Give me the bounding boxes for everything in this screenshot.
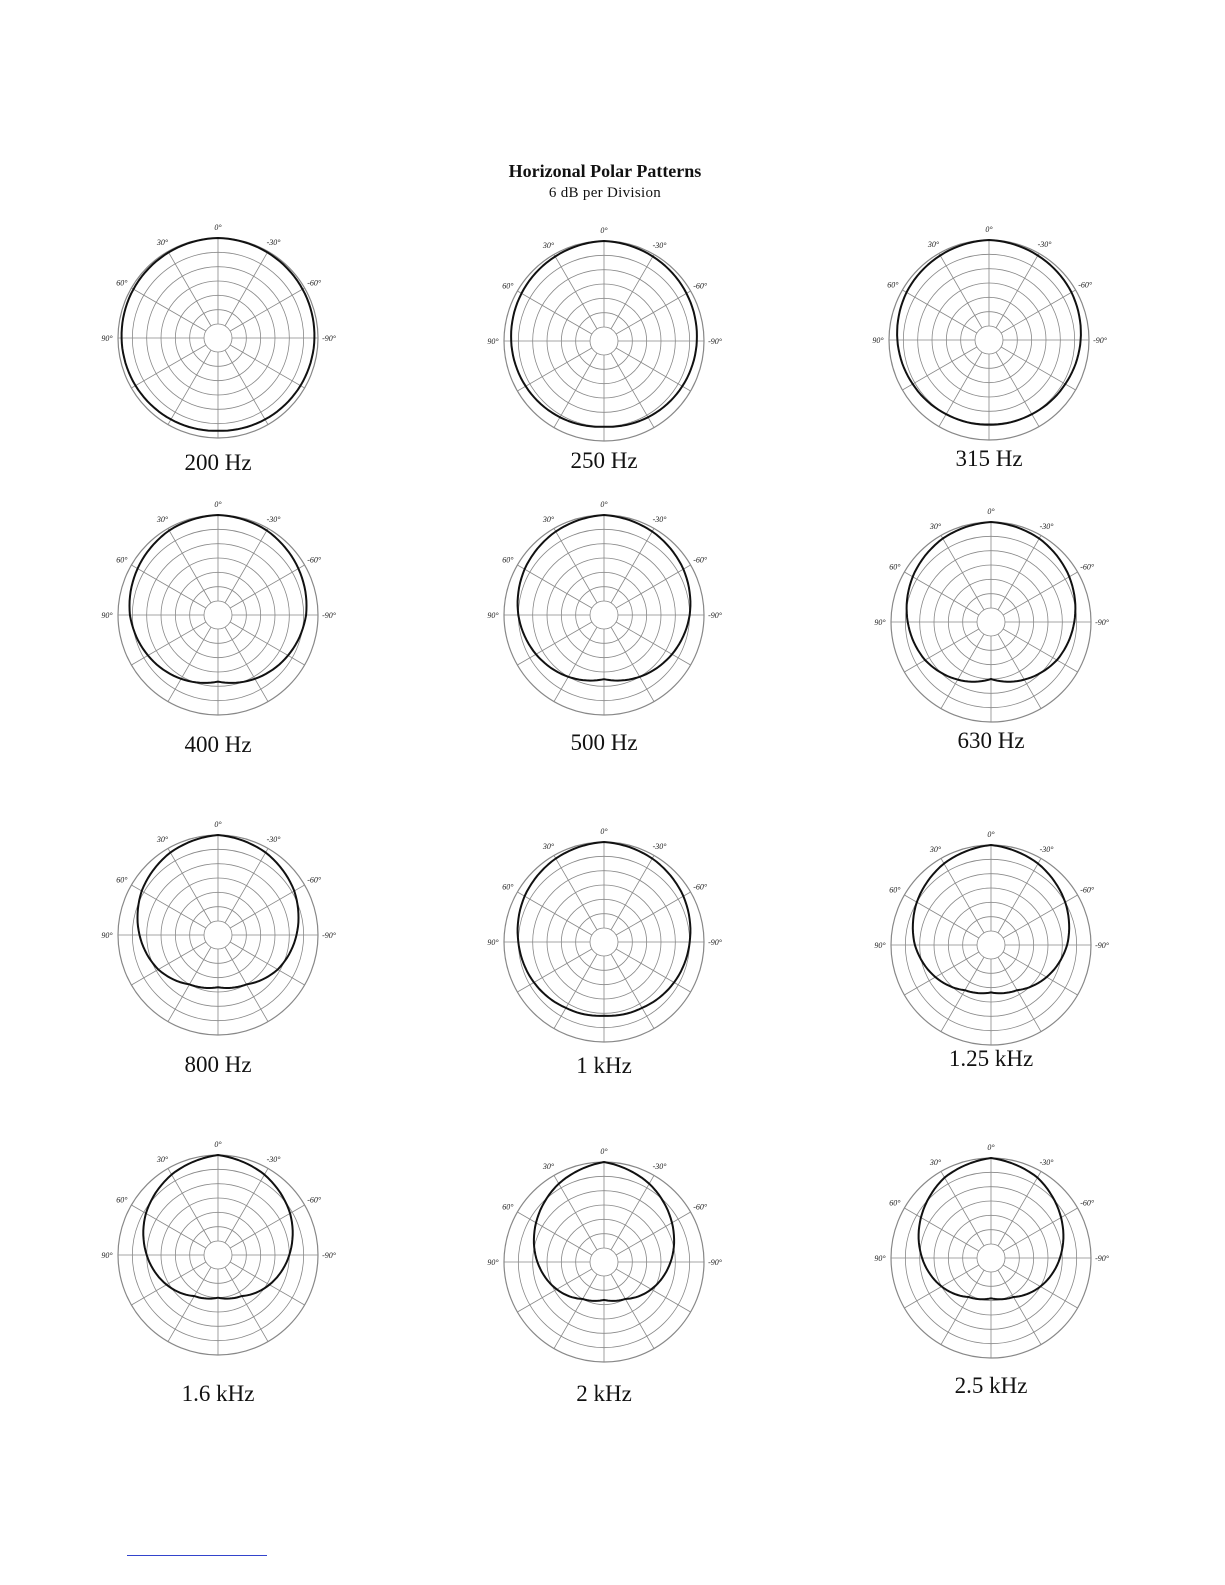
grid-spoke bbox=[131, 565, 205, 608]
angle-label: 90° bbox=[487, 611, 499, 620]
grid-spoke bbox=[616, 1212, 690, 1255]
angle-label: -90° bbox=[708, 337, 722, 346]
frequency-label: 1.6 kHz bbox=[181, 1381, 255, 1406]
grid-ring bbox=[204, 601, 232, 629]
grid-spoke bbox=[168, 1168, 211, 1242]
grid-spoke bbox=[517, 949, 591, 992]
grid-spoke bbox=[554, 627, 597, 701]
angle-label: -90° bbox=[322, 1251, 336, 1260]
angle-label: 90° bbox=[487, 337, 499, 346]
frequency-label: 1 kHz bbox=[576, 1053, 632, 1078]
grid-spoke bbox=[517, 348, 591, 391]
grid-spoke bbox=[517, 565, 591, 608]
grid-spoke bbox=[611, 627, 654, 701]
grid-spoke bbox=[168, 251, 211, 325]
polar-plot bbox=[874, 1143, 1109, 1398]
grid-spoke bbox=[616, 291, 690, 334]
grid-spoke bbox=[904, 1208, 978, 1251]
angle-label: -60° bbox=[307, 555, 322, 565]
polar-plot bbox=[101, 223, 336, 475]
grid-spoke bbox=[996, 253, 1039, 327]
angle-label: 0° bbox=[987, 830, 995, 839]
angle-label: -90° bbox=[708, 938, 722, 947]
angle-label: -60° bbox=[693, 1202, 708, 1212]
grid-spoke bbox=[230, 565, 304, 608]
angle-label: -60° bbox=[693, 882, 708, 892]
angle-label: 30° bbox=[156, 834, 169, 844]
grid-ring bbox=[204, 1241, 232, 1269]
grid-spoke bbox=[554, 254, 597, 328]
grid-spoke bbox=[939, 253, 982, 327]
grid-spoke bbox=[611, 1274, 654, 1348]
grid-spoke bbox=[611, 855, 654, 929]
angle-label: -60° bbox=[1078, 280, 1093, 290]
angle-label: -30° bbox=[1039, 521, 1054, 531]
grid-ring bbox=[204, 324, 232, 352]
grid-spoke bbox=[517, 291, 591, 334]
angle-label: -60° bbox=[307, 278, 322, 288]
grid-spoke bbox=[616, 892, 690, 935]
angle-label: 30° bbox=[156, 514, 169, 524]
angle-label: -30° bbox=[652, 841, 667, 851]
angle-label: -90° bbox=[1095, 941, 1109, 950]
grid-spoke bbox=[517, 1269, 591, 1312]
angle-label: -30° bbox=[1039, 844, 1054, 854]
angle-label: 60° bbox=[116, 1195, 128, 1205]
grid-spoke bbox=[941, 535, 984, 609]
grid-spoke bbox=[168, 848, 211, 922]
grid-spoke bbox=[131, 345, 205, 388]
grid-spoke bbox=[554, 1274, 597, 1348]
grid-spoke bbox=[168, 350, 211, 424]
angle-label: 30° bbox=[927, 239, 940, 249]
angle-label: -60° bbox=[693, 555, 708, 565]
grid-spoke bbox=[1001, 290, 1075, 333]
grid-spoke bbox=[998, 858, 1041, 932]
grid-spoke bbox=[168, 528, 211, 602]
angle-label: -30° bbox=[652, 1161, 667, 1171]
grid-spoke bbox=[230, 942, 304, 985]
polar-plot bbox=[101, 500, 336, 757]
angle-label: 30° bbox=[929, 1157, 942, 1167]
angle-label: 30° bbox=[929, 844, 942, 854]
grid-spoke bbox=[1003, 1208, 1077, 1251]
grid-spoke bbox=[225, 848, 268, 922]
angle-label: 30° bbox=[542, 514, 555, 524]
grid-spoke bbox=[998, 634, 1041, 708]
polar-plot bbox=[487, 1147, 722, 1406]
angle-label: 0° bbox=[214, 820, 222, 829]
grid-spoke bbox=[611, 954, 654, 1028]
polar-plot bbox=[487, 500, 722, 755]
angle-label: -60° bbox=[1080, 1198, 1095, 1208]
angle-label: -30° bbox=[266, 1154, 281, 1164]
angle-label: -90° bbox=[1095, 618, 1109, 627]
grid-spoke bbox=[554, 1175, 597, 1249]
grid-spoke bbox=[998, 535, 1041, 609]
angle-label: 30° bbox=[156, 237, 169, 247]
angle-label: -30° bbox=[266, 834, 281, 844]
grid-spoke bbox=[230, 1205, 304, 1248]
angle-label: 60° bbox=[887, 280, 899, 290]
angle-label: -30° bbox=[652, 240, 667, 250]
angle-label: -90° bbox=[708, 611, 722, 620]
grid-spoke bbox=[225, 1168, 268, 1242]
grid-ring bbox=[590, 928, 618, 956]
angle-label: -30° bbox=[1039, 1157, 1054, 1167]
frequency-label: 2 kHz bbox=[576, 1381, 632, 1406]
angle-label: 90° bbox=[101, 931, 113, 940]
grid-spoke bbox=[517, 1212, 591, 1255]
angle-label: 0° bbox=[214, 500, 222, 509]
grid-spoke bbox=[939, 352, 982, 426]
frequency-label: 2.5 kHz bbox=[954, 1373, 1028, 1398]
angle-label: -90° bbox=[1093, 336, 1107, 345]
angle-label: 0° bbox=[600, 226, 608, 235]
angle-label: -90° bbox=[708, 1258, 722, 1267]
angle-label: -90° bbox=[322, 334, 336, 343]
grid-spoke bbox=[616, 348, 690, 391]
page-title: Horizonal Polar Patterns bbox=[508, 161, 702, 181]
angle-label: 0° bbox=[600, 827, 608, 836]
frequency-label: 400 Hz bbox=[184, 732, 252, 757]
angle-label: 0° bbox=[600, 1147, 608, 1156]
grid-spoke bbox=[941, 858, 984, 932]
angle-label: 60° bbox=[502, 281, 514, 291]
angle-label: 90° bbox=[487, 1258, 499, 1267]
grid-spoke bbox=[616, 949, 690, 992]
grid-spoke bbox=[225, 627, 268, 701]
grid-spoke bbox=[554, 528, 597, 602]
angle-label: 30° bbox=[156, 1154, 169, 1164]
polar-plot bbox=[874, 507, 1109, 753]
angle-label: 60° bbox=[116, 875, 128, 885]
grid-spoke bbox=[131, 288, 205, 331]
angle-label: 60° bbox=[889, 1198, 901, 1208]
grid-ring bbox=[977, 608, 1005, 636]
grid-spoke bbox=[941, 1171, 984, 1245]
grid-spoke bbox=[1003, 952, 1077, 995]
grid-spoke bbox=[941, 634, 984, 708]
polar-plot bbox=[487, 226, 722, 473]
grid-spoke bbox=[904, 895, 978, 938]
grid-spoke bbox=[554, 855, 597, 929]
grid-spoke bbox=[554, 954, 597, 1028]
page-subtitle: 6 dB per Division bbox=[548, 185, 662, 201]
angle-label: 30° bbox=[929, 521, 942, 531]
angle-label: 90° bbox=[101, 1251, 113, 1260]
angle-label: -90° bbox=[322, 611, 336, 620]
grid-spoke bbox=[904, 952, 978, 995]
grid-spoke bbox=[225, 350, 268, 424]
grid-spoke bbox=[168, 1267, 211, 1341]
angle-label: 60° bbox=[116, 278, 128, 288]
grid-spoke bbox=[230, 288, 304, 331]
angle-label: 0° bbox=[600, 500, 608, 509]
angle-label: -60° bbox=[307, 1195, 322, 1205]
frequency-label: 250 Hz bbox=[570, 448, 638, 473]
grid-spoke bbox=[902, 290, 976, 333]
angle-label: -30° bbox=[1037, 239, 1052, 249]
angle-label: 90° bbox=[874, 941, 886, 950]
angle-label: -60° bbox=[693, 281, 708, 291]
polar-plot bbox=[101, 820, 336, 1077]
grid-spoke bbox=[611, 1175, 654, 1249]
grid-spoke bbox=[225, 1267, 268, 1341]
angle-label: 60° bbox=[502, 882, 514, 892]
grid-spoke bbox=[616, 565, 690, 608]
angle-label: -90° bbox=[1095, 1254, 1109, 1263]
angle-label: 30° bbox=[542, 240, 555, 250]
angle-label: -60° bbox=[307, 875, 322, 885]
grid-spoke bbox=[996, 352, 1039, 426]
angle-label: 30° bbox=[542, 1161, 555, 1171]
angle-label: 30° bbox=[542, 841, 555, 851]
angle-label: 0° bbox=[985, 225, 993, 234]
angle-label: 90° bbox=[874, 618, 886, 627]
angle-label: -60° bbox=[1080, 562, 1095, 572]
grid-spoke bbox=[1003, 572, 1077, 615]
grid-ring bbox=[204, 921, 232, 949]
frequency-label: 630 Hz bbox=[957, 728, 1025, 753]
angle-label: 60° bbox=[889, 885, 901, 895]
grid-spoke bbox=[611, 254, 654, 328]
grid-spoke bbox=[131, 942, 205, 985]
footer-link-underline bbox=[127, 1555, 267, 1556]
grid-spoke bbox=[611, 528, 654, 602]
angle-label: 0° bbox=[987, 1143, 995, 1152]
frequency-label: 800 Hz bbox=[184, 1052, 252, 1077]
frequency-label: 200 Hz bbox=[184, 450, 252, 475]
polar-plot bbox=[872, 225, 1107, 471]
frequency-label: 315 Hz bbox=[955, 446, 1023, 471]
polar-plot bbox=[101, 1140, 336, 1406]
angle-label: 60° bbox=[502, 1202, 514, 1212]
grid-spoke bbox=[225, 251, 268, 325]
grid-spoke bbox=[517, 892, 591, 935]
angle-label: 90° bbox=[874, 1254, 886, 1263]
frequency-label: 1.25 kHz bbox=[948, 1046, 1034, 1071]
angle-label: -30° bbox=[266, 237, 281, 247]
angle-label: 0° bbox=[214, 223, 222, 232]
grid-spoke bbox=[998, 1171, 1041, 1245]
frequency-label: 500 Hz bbox=[570, 730, 638, 755]
grid-spoke bbox=[230, 345, 304, 388]
grid-spoke bbox=[941, 957, 984, 1031]
grid-spoke bbox=[131, 1205, 205, 1248]
grid-spoke bbox=[230, 1262, 304, 1305]
grid-spoke bbox=[1003, 895, 1077, 938]
grid-spoke bbox=[225, 528, 268, 602]
grid-spoke bbox=[131, 622, 205, 665]
grid-ring bbox=[975, 326, 1003, 354]
angle-label: 60° bbox=[116, 555, 128, 565]
polar-plot bbox=[487, 827, 722, 1078]
grid-ring bbox=[590, 1248, 618, 1276]
angle-label: 60° bbox=[502, 555, 514, 565]
grid-spoke bbox=[230, 622, 304, 665]
angle-label: 90° bbox=[872, 336, 884, 345]
grid-spoke bbox=[168, 627, 211, 701]
grid-ring bbox=[977, 931, 1005, 959]
angle-label: 0° bbox=[987, 507, 995, 516]
grid-spoke bbox=[1003, 629, 1077, 672]
grid-ring bbox=[977, 1244, 1005, 1272]
grid-spoke bbox=[998, 957, 1041, 1031]
grid-spoke bbox=[998, 1270, 1041, 1344]
grid-ring bbox=[590, 601, 618, 629]
angle-label: -30° bbox=[652, 514, 667, 524]
angle-label: -90° bbox=[322, 931, 336, 940]
angle-label: 90° bbox=[101, 334, 113, 343]
angle-label: -30° bbox=[266, 514, 281, 524]
angle-label: 90° bbox=[101, 611, 113, 620]
grid-spoke bbox=[904, 572, 978, 615]
grid-spoke bbox=[616, 1269, 690, 1312]
grid-ring bbox=[590, 327, 618, 355]
grid-spoke bbox=[131, 1262, 205, 1305]
angle-label: 90° bbox=[487, 938, 499, 947]
grid-spoke bbox=[941, 1270, 984, 1344]
angle-label: -60° bbox=[1080, 885, 1095, 895]
grid-spoke bbox=[904, 629, 978, 672]
angle-label: 0° bbox=[214, 1140, 222, 1149]
angle-label: 60° bbox=[889, 562, 901, 572]
polar-plot bbox=[874, 830, 1109, 1071]
